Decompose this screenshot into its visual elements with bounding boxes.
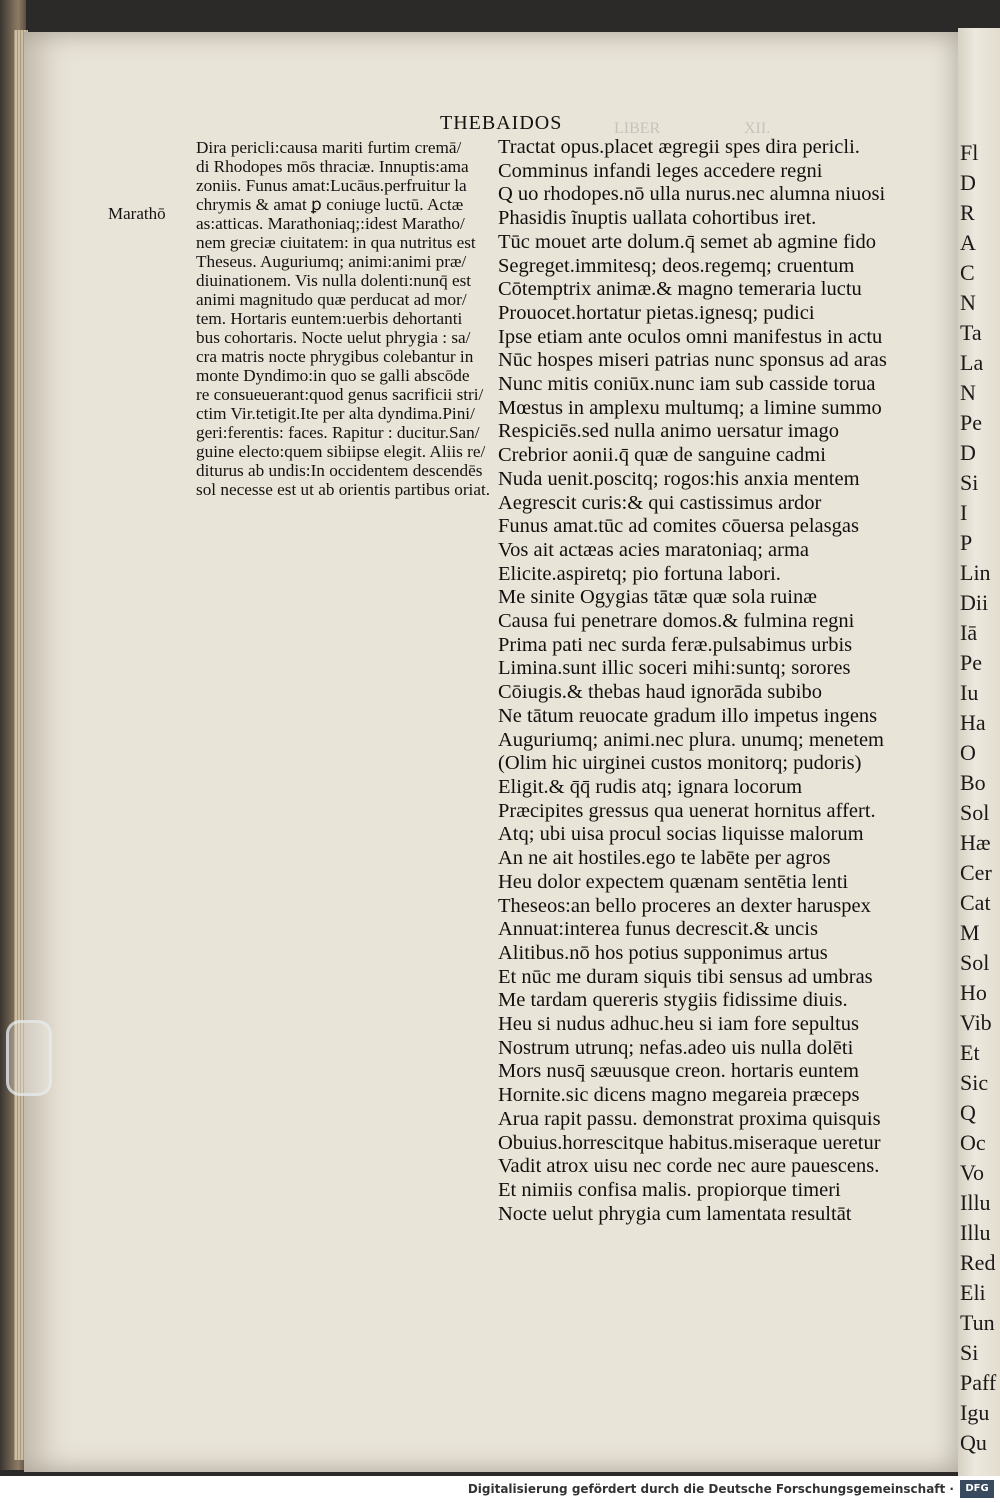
right-page-initial: Pe bbox=[960, 410, 982, 435]
right-page-initial: Vo bbox=[960, 1160, 985, 1185]
commentary-line: as:atticas. Marathoniaq;:idest Maratho/ bbox=[196, 214, 465, 233]
right-page-initial: A bbox=[960, 230, 976, 255]
right-page-initial: Paff bbox=[960, 1370, 997, 1395]
commentary-line: Dira pericli:causa mariti furtim cremā/ bbox=[196, 138, 462, 157]
verse-line: Phasidis ĩnuptis uallata cohortibus iret. bbox=[498, 207, 817, 230]
verse-line: Cōtemptrix animæ.& magno temeraria luctu bbox=[498, 278, 862, 301]
right-page-initial: P bbox=[960, 530, 973, 555]
verse-line: Heu dolor expectem quænam sentētia lenti bbox=[498, 870, 849, 893]
verse-line: Alitibus.nō hos potius supponimus artus bbox=[498, 941, 828, 964]
verse-line: Heu si nudus adhuc.heu si iam fore sepultus bbox=[498, 1013, 859, 1036]
right-page-initial: Q bbox=[960, 1100, 976, 1125]
right-page-initial: Illu bbox=[960, 1220, 991, 1245]
commentary-line: bus cohortaris. Nocte uelut phrygia : sa/ bbox=[196, 328, 471, 347]
commentary-line: diturus ab undis:In occidentem descendēs bbox=[196, 461, 483, 480]
verse-line: Hornite.sic dicens magno megareia præceps bbox=[498, 1084, 860, 1107]
margin-note: Marathō bbox=[108, 204, 166, 223]
verse-line: Segreget.immitesq; deos.regemq; cruentum bbox=[498, 254, 855, 277]
verse-line: Ipse etiam ante oculos omni manifestus in actu bbox=[498, 325, 883, 348]
right-page-initial: Iu bbox=[960, 680, 979, 705]
verse-line: Nocte uelut phrygia cum lamentata resultāt bbox=[498, 1202, 852, 1225]
right-page-initial: N bbox=[960, 290, 976, 315]
right-page-initial: Si bbox=[960, 470, 979, 495]
verse-line: Causa fui penetrare domos.& fulmina regni bbox=[498, 610, 855, 633]
verse-line: Auguriumq; animi.nec plura. unumq; menetem bbox=[498, 728, 884, 751]
right-page-initial: O bbox=[960, 740, 976, 765]
right-page-initial: D bbox=[960, 440, 976, 465]
verse-line: Vos ait actæas acies maratoniaq; arma bbox=[498, 538, 809, 561]
right-page-initial: Pe bbox=[960, 650, 982, 675]
verse-line: Prouocet.hortatur pietas.ignesq; pudici bbox=[498, 301, 815, 324]
right-page-initial: Vib bbox=[960, 1010, 992, 1035]
footer-bar bbox=[0, 1476, 1000, 1503]
right-page-initial: Bo bbox=[960, 770, 986, 795]
right-page-initial: La bbox=[960, 350, 984, 375]
verse-line: Ne tātum reuocate gradum illo impetus ingens bbox=[498, 704, 878, 727]
commentary-line: diuinationem. Vis nulla dolenti:nunq̄ est bbox=[196, 271, 472, 290]
dfg-logo: DFG bbox=[960, 1480, 994, 1498]
right-page-initial: I bbox=[960, 500, 968, 525]
verse-line: Me sinite Ogygias tātæ quæ sola ruinæ bbox=[498, 586, 817, 609]
verse-line: Limina.sunt illic soceri mihi:suntq; sorores bbox=[498, 657, 851, 680]
right-page-initial: Cat bbox=[960, 890, 991, 915]
verse-line: Mœstus in amplexu multumq; a limine summo bbox=[498, 396, 882, 419]
right-page-initial: N bbox=[960, 380, 976, 405]
right-page-initial: Iā bbox=[960, 620, 978, 645]
right-page bbox=[958, 28, 1000, 1476]
verse-line: Obuius.horrescitque habitus.miseraque ueretur bbox=[498, 1131, 881, 1154]
verse-line: Respiciēs.sed nulla animo uersatur imago bbox=[498, 420, 840, 443]
right-page-initial: Sol bbox=[960, 950, 990, 975]
commentary-line: sol necesse est ut ab orientis partibus oriat. bbox=[196, 480, 491, 499]
running-header: THEBAIDOS bbox=[440, 112, 563, 134]
right-page-initial: Qu bbox=[960, 1430, 987, 1455]
right-page-initial: Ho bbox=[960, 980, 987, 1005]
right-page-initial: Cer bbox=[960, 860, 992, 885]
verse-line: Tūc mouet arte dolum.q̄ semet ab agmine fido bbox=[498, 230, 876, 253]
commentary-column bbox=[196, 138, 491, 499]
verse-line: Cōiugis.& thebas haud ignorāda subibo bbox=[498, 681, 822, 704]
right-page-initial: Red bbox=[960, 1250, 996, 1275]
verse-line: Et nūc me duram siquis tibi sensus ad umbras bbox=[498, 965, 873, 988]
verse-line: Q uo rhodopes.nō ulla nurus.nec alumna niuosi bbox=[498, 183, 886, 206]
right-page-initial: Si bbox=[960, 1340, 979, 1365]
verse-line: Elicite.aspiretq; pio fortuna labori. bbox=[498, 562, 781, 585]
right-page-initial: Ta bbox=[960, 320, 982, 345]
footer-credit: Digitalisierung gefördert durch die Deutsche Forschungsgemeinschaft · bbox=[467, 1482, 954, 1496]
verse-line: Comminus infandi leges accedere regni bbox=[498, 159, 823, 182]
commentary-line: monte Dyndimo:in quo se galli abscōde bbox=[196, 366, 470, 385]
commentary-line: nem greciæ ciuitatem: in qua nutritus est bbox=[196, 233, 476, 252]
commentary-line: animi magnitudo quæ perducat ad mor/ bbox=[196, 290, 467, 309]
verse-line: Præcipites gressus qua uenerat hornitus affert. bbox=[498, 799, 876, 822]
verse-line: Arua rapit passu. demonstrat proxima quisquis bbox=[498, 1107, 881, 1130]
right-page-initial: Lin bbox=[960, 560, 991, 585]
right-page-initial: Igu bbox=[960, 1400, 990, 1425]
right-page-initial: Sol bbox=[960, 800, 990, 825]
verse-line: Crebrior aonii.q̄ quæ de sanguine cadmi bbox=[498, 444, 826, 467]
verse-line: Funus amat.tūc ad comites cōuersa pelasgas bbox=[498, 515, 859, 538]
right-page-initial: Eli bbox=[960, 1280, 986, 1305]
commentary-line: geri:ferentis: faces. Rapitur : ducitur.San/ bbox=[196, 423, 480, 442]
right-page-initial: C bbox=[960, 260, 975, 285]
right-page-initial: Et bbox=[960, 1040, 980, 1065]
verse-line: Et nimiis confisa malis. propiorque timeri bbox=[498, 1178, 841, 1201]
verse-line: An ne ait hostiles.ego te labēte per agros bbox=[498, 847, 831, 870]
right-page-initials bbox=[960, 138, 1000, 1458]
verse-line: Aegrescit curis:& qui castissimus ardor bbox=[498, 491, 822, 514]
verse-line: Annuat:interea funus decrescit.& uncis bbox=[498, 918, 818, 941]
verse-line: Me tardam quereris stygiis fidissime diuis. bbox=[498, 989, 848, 1012]
right-page-initial: Ha bbox=[960, 710, 986, 735]
commentary-line: guine electo:quem sibiipse elegit. Aliis re/ bbox=[196, 442, 486, 461]
verse-line: Nūc hospes miseri patrias nunc sponsus ad aras bbox=[498, 349, 887, 372]
commentary-line: ctim Vir.tetigit.Ite per alta dyndima.Pini/ bbox=[196, 404, 475, 423]
verse-line: Mors nusq̄ sæuusque creon. hortaris euntem bbox=[498, 1060, 859, 1083]
right-page-initial: Sic bbox=[960, 1070, 989, 1095]
verse-line: (Olim hic uirginei custos monitorq; pudoris) bbox=[498, 752, 862, 775]
right-page-initial: Illu bbox=[960, 1190, 991, 1215]
commentary-line: tem. Hortaris euntem:uerbis dehortanti bbox=[196, 309, 463, 328]
commentary-line: cra matris nocte phrygibus colebantur in bbox=[196, 347, 474, 366]
verse-line: Theseos:an bello proceres an dexter haruspex bbox=[498, 894, 871, 917]
right-page-initial: Fl bbox=[960, 140, 979, 165]
left-page: LIBER XII. bbox=[24, 32, 960, 1472]
page-clip bbox=[6, 1020, 52, 1096]
right-page-initial: R bbox=[960, 200, 975, 225]
right-page-initial: Oc bbox=[960, 1130, 986, 1155]
right-page-initial: M bbox=[960, 920, 980, 945]
commentary-line: zoniis. Funus amat:Lucāus.perfruitur la bbox=[196, 176, 467, 195]
verse-line: Eligit.& q̄q̄ rudis atq; ignara locorum bbox=[498, 775, 803, 798]
verse-column bbox=[498, 136, 928, 1226]
right-page-initial: Hæ bbox=[960, 830, 991, 855]
verse-line: Nuda uenit.poscitq; rogos:his anxia mentem bbox=[498, 467, 860, 490]
right-page-initial: Dii bbox=[960, 590, 989, 615]
right-page-initial: D bbox=[960, 170, 976, 195]
commentary-line: di Rhodopes mōs thraciæ. Innuptis:ama bbox=[196, 157, 469, 176]
verse-line: Prima pati nec surda feræ.pulsabimus urbis bbox=[498, 633, 853, 656]
verse-line: Nostrum utrunq; nefas.adeo uis nulla dolēti bbox=[498, 1036, 854, 1059]
verse-line: Atq; ubi uisa procul socias liquisse malorum bbox=[498, 823, 864, 846]
right-page-initial: Tun bbox=[960, 1310, 995, 1335]
commentary-line: Theseus. Auguriumq; animi:animi præ/ bbox=[196, 252, 467, 271]
verse-line: Nunc mitis coniūx.nunc iam sub casside torua bbox=[498, 373, 876, 396]
commentary-line: chrymis & amat ꝑ coniuge luctū. Actæ bbox=[196, 195, 464, 214]
verse-line: Vadit atrox uisu nec corde nec aure pauescens. bbox=[498, 1155, 880, 1178]
verse-line: Tractat opus.placet ægregii spes dira pericli. bbox=[498, 136, 860, 158]
commentary-line: re consueuerant:quod genus sacrificii stri/ bbox=[196, 385, 484, 404]
